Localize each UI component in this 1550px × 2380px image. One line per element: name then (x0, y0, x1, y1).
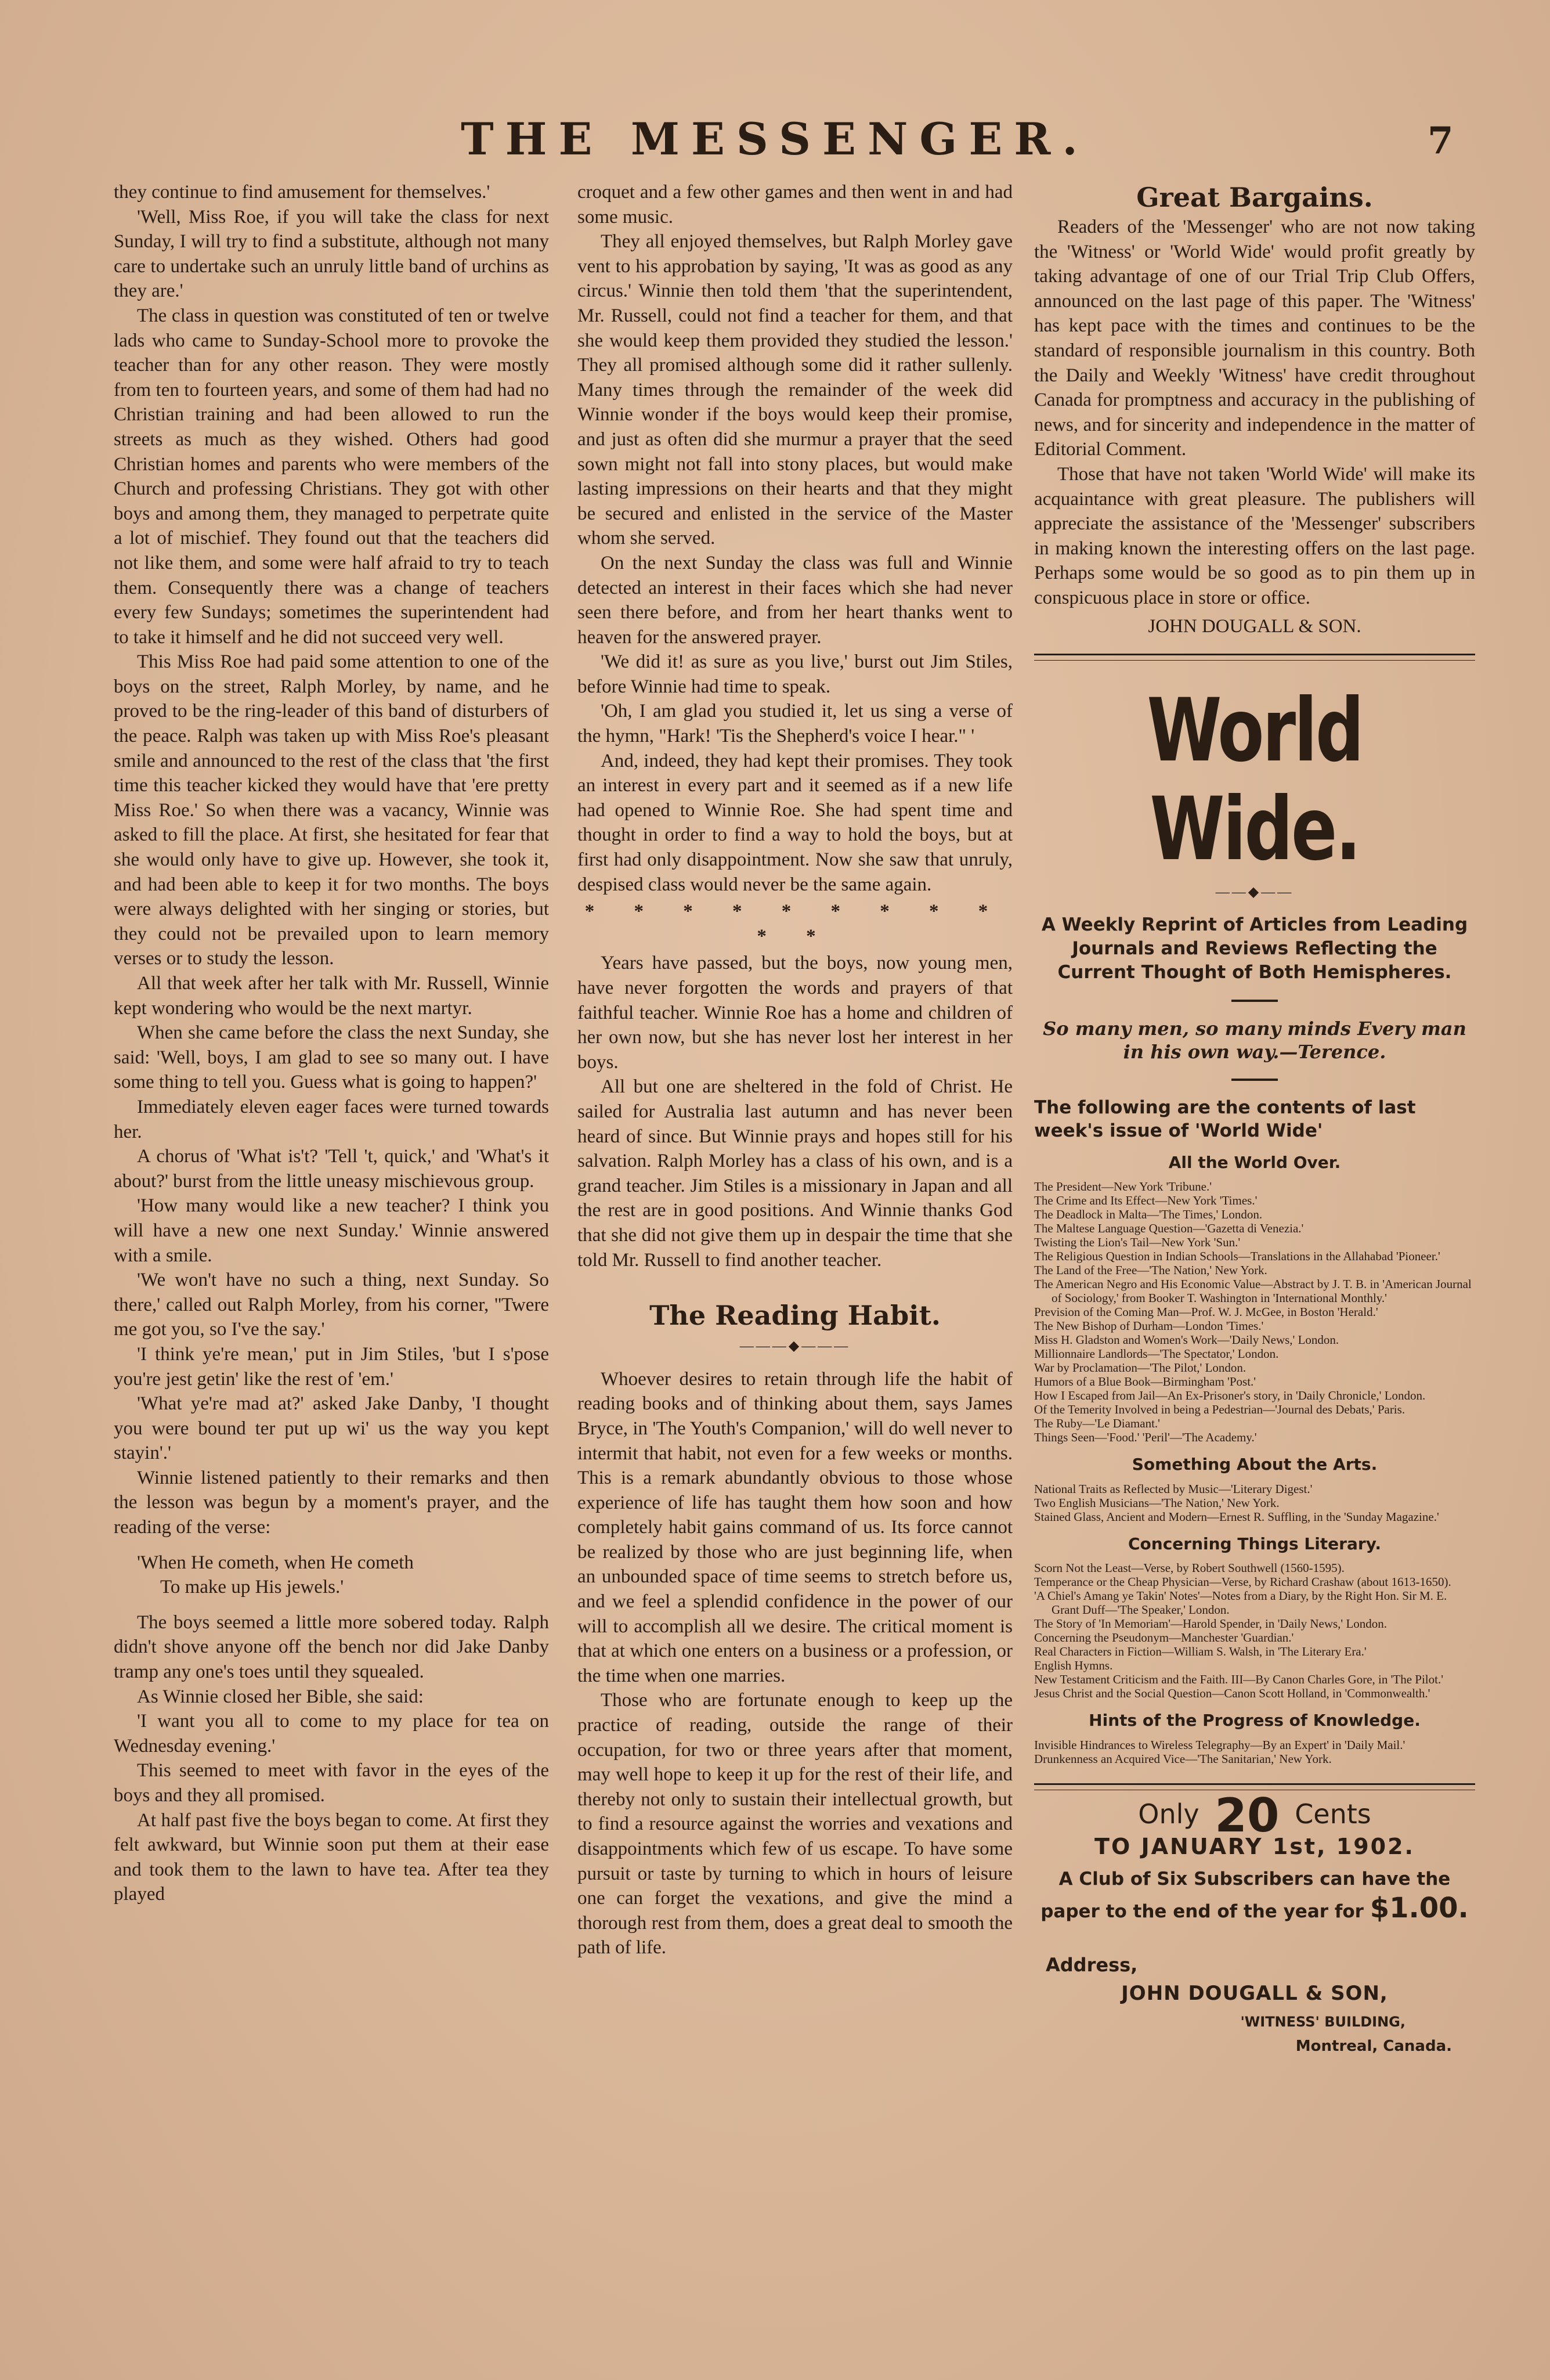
contents-item: Things Seen—'Food.' 'Peril'—'The Academy.' (1034, 1430, 1257, 1445)
contents-list (1034, 1738, 1475, 1766)
contents-item: War by Proclamation—'The Pilot,' London. (1034, 1361, 1246, 1375)
article-paragraph: Those who are fortunate enough to keep up the practice of reading, outside the range of their occupation, for two or three years after that moment, may well hope to keep it up for the rest of their life, and thereby not only to sustain their intellectual growth, but to find a resource against the worries and vexations and disappointments which few of us escape. To have some pursuit or taste by turning to which in hours of leisure one can forget the vexations, and give the mind a thorough rest from them, does a great deal to smooth the path of life. (577, 1690, 1013, 1959)
short-divider (1231, 1000, 1278, 1002)
contents-item: The Maltese Language Question—'Gazetta di Venezia.' (1034, 1221, 1304, 1236)
story-paragraph: 'What ye're mad at?' asked Jake Danby, 'I thought you were bound ter put up wi' us the way you kept stayin'.' (114, 1393, 549, 1464)
story-paragraph: And, indeed, they had kept their promises. They took an interest in every part and it seemed as if a new life had opened to Winnie Roe. She had spent time and thought in order to find a way to hold the boys, but at first had only disappointment. Now she saw that unruly, despised class would never be the same again. (577, 750, 1013, 895)
contents-section-heading: Concerning Things Literary. (1128, 1534, 1382, 1553)
contents-item: Of the Temerity Involved in being a Pedestrian—'Journal des Debats,' Paris. (1034, 1402, 1406, 1417)
contents-item: Humors of a Blue Book—Birmingham 'Post.' (1034, 1375, 1256, 1389)
story-paragraph: They all enjoyed themselves, but Ralph Morley gave vent to his approbation by saying, 'It was as good as any circus.' Winnie then told them 'that the superintendent, Mr. Russell, could not find a teacher for them, and that she would keep them provided they studied the lesson.' They all promised although some did it rather sullenly. Many times through the remainder of the week did Winnie wonder if the boys would keep their promise, and just as often did she murmur a prayer that the seed sown might not fall into stony places, but would make lasting impressions on their hearts and that they might be secured and enlisted in the service of the Master whom she served. (577, 231, 1013, 549)
contents-item: How I Escaped from Jail—An Ex-Prisoner's story, in 'Daily Chronicle,' London. (1034, 1389, 1426, 1403)
world-wide-title: World Wide. (1147, 680, 1363, 881)
bargains-signature: JOHN DOUGALL & SON. (1148, 615, 1361, 637)
publisher-building: 'WITNESS' BUILDING, (1240, 2013, 1406, 2030)
story-paragraph: 'Well, Miss Roe, if you will take the class for next Sunday, I will try to find a substitute, although not many care to undertake such an unruly little band of urchins as they are.' (114, 206, 549, 302)
story-paragraph: The boys seemed a little more sobered today. Ralph didn't shove anyone off the bench nor did Jake Danby tramp any one's toes until they squealed. (114, 1611, 549, 1683)
section-break-stars: * * * * * * * * * * * (584, 901, 1006, 947)
article-paragraph: Whoever desires to retain through life the habit of reading books and of thinking about them, says James Bryce, in 'The Youth's Companion,' will do well never to intermit that habit, not even for a few weeks or months. This is a remark abundantly obvious to those whose experience of life has taught them how soon and how completely habit gains command of us. Its force cannot be realized by those who are just beginning life, when an unbounded space of time seems to stretch before us, and we feel a splendid confidence in the power of our will to accomplish all we desire. The critical moment is that at which one enters on a business or a profession, or the time when one marries. (577, 1368, 1013, 1686)
contents-item: The Land of the Free—'The Nation,' New York. (1034, 1263, 1267, 1278)
contents-item: The Deadlock in Malta—'The Times,' London. (1034, 1207, 1263, 1222)
contents-item: Twisting the Lion's Tail—New York 'Sun.' (1034, 1235, 1241, 1250)
contents-item: The New Bishop of Durham—London 'Times.' (1034, 1319, 1264, 1333)
contents-item: Real Characters in Fiction—William S. Walsh, in 'The Literary Era.' (1034, 1645, 1367, 1659)
contents-item: 'A Chiel's Amang ye Takin' Notes'—Notes from a Diary, by the Right Hon. Sir M. E. Grant Duff—'The Speaker,' London. (1034, 1589, 1447, 1617)
contents-item: Temperance or the Cheap Physician—Verse, by Richard Crashaw (about 1613-1650). (1034, 1575, 1451, 1589)
contents-item: The Crime and Its Effect—New York 'Times.' (1034, 1193, 1258, 1208)
offer-cents: Cents (1295, 1798, 1371, 1830)
story-paragraph: Immediately eleven eager faces were turned towards her. (114, 1096, 549, 1142)
story-paragraph: On the next Sunday the class was full and Winnie detected an interest in their faces which she had never seen there before, and from her heart thanks went to heaven for the answered prayer. (577, 552, 1013, 648)
story-paragraph: All but one are sheltered in the fold of Christ. He sailed for Australia last autumn and has never been heard of since. But Winnie prays and hopes still for his salvation. Ralph Morley has a class of his own, and is a grand teacher. Jim Stiles is a missionary in Japan and all the rest are in good positions. And Winnie thanks God that she did not give them up in despair the time that she told Mr. Russell to find another teacher. (577, 1076, 1013, 1271)
publisher-name: JOHN DOUGALL & SON, (1121, 1982, 1388, 2006)
contents-item: The Religious Question in Indian Schools—Translations in the Allahabad 'Pioneer.' (1034, 1249, 1440, 1264)
contents-item: The Ruby—'Le Diamant.' (1034, 1416, 1160, 1431)
offer-club-price: $1.00. (1370, 1892, 1469, 1925)
story-paragraph: 'We did it! as sure as you live,' burst out Jim Stiles, before Winnie had time to speak. (577, 651, 1013, 697)
offer-only: Only (1138, 1798, 1199, 1830)
story-paragraph: As Winnie closed her Bible, she said: (137, 1686, 424, 1707)
title-ornament: ———◆——— (739, 1339, 851, 1354)
contents-item: Invisible Hindrances to Wireless Telegraphy—By an Expert' in 'Daily Mail.' (1034, 1738, 1406, 1752)
address-block (1034, 1953, 1475, 2058)
title-ornament: ——◆—— (1215, 885, 1294, 900)
masthead: THE MESSENGER. (461, 113, 1089, 165)
world-wide-quote: So many men, so many minds Every man in his own way.—Terence. (1043, 1017, 1466, 1063)
story-paragraph: This seemed to meet with favor in the eyes of the boys and they all promised. (114, 1760, 549, 1806)
contents-list (1034, 1561, 1475, 1700)
bargains-paragraph: Those that have not taken 'World Wide' will make its acquaintance with great pleasure. The publishers will appreciate the assistance of the 'Messenger' subscribers in making known the interesting offers on the last page. Perhaps some would be so good as to pin them up in conspicuous place in store or office. (1034, 463, 1475, 608)
story-paragraph: 'We won't have no such a thing, next Sunday. So there,' called out Ralph Morley, from his corner, ''Twere me got you, so I've the say.' (114, 1270, 549, 1340)
story-paragraph: 'I think ye're mean,' put in Jim Stiles, 'but I s'pose you're jest getin' like the rest of 'em.' (114, 1343, 549, 1390)
hymn-verse (137, 1550, 549, 1600)
story-paragraph: At half past five the boys began to come. At first they felt awkward, but Winnie soon put them at their ease and took them to the lawn to have tea. After tea they played (114, 1809, 549, 1905)
contents-list (1034, 1482, 1475, 1524)
reading-habit-title: The Reading Habit. (649, 1300, 941, 1332)
contents-section-heading: Hints of the Progress of Knowledge. (1089, 1711, 1421, 1730)
contents-list (1034, 1180, 1475, 1444)
publisher-city: Montreal, Canada. (1295, 2038, 1452, 2056)
contents-item: Scorn Not the Least—Verse, by Robert Southwell (1560-1595). (1034, 1561, 1345, 1575)
contents-item: Drunkenness an Acquired Vice—'The Sanitarian,' New York. (1034, 1752, 1332, 1766)
story-paragraph: This Miss Roe had paid some attention to one of the boys on the street, Ralph Morley, by name, and he proved to be the ring-leader of this band of disturbers of the peace. Ralph was taken up with Miss Roe's pleasant smile and announced to the rest of the class that 'the first time this teacher kicked they would have that 'ere pretty Miss Roe.' So when there was a vacancy, Winnie was asked to fill the place. At first, she hesitated for fear that she would only have to give up. However, she took it, and had been able to keep it for two months. The boys were always delighted with her singing or stories, but they could not be prevailed upon to learn memory verses or to study the lesson. (114, 651, 549, 969)
contents-item: National Traits as Reflected by Music—'Literary Digest.' (1034, 1481, 1313, 1496)
contents-item: Millionnaire Landlords—'The Spectator,' London. (1034, 1347, 1279, 1361)
contents-item: English Hymns. (1034, 1658, 1113, 1673)
great-bargains-title: Great Bargains. (1136, 182, 1373, 213)
offer-price-line (1034, 1788, 1475, 1843)
address-label: Address, (1046, 1954, 1138, 1977)
story-paragraph: Winnie listened patiently to their remarks and then the lesson was begun by a moment's prayer, and the reading of the verse: (114, 1467, 549, 1538)
story-paragraph: Years have passed, but the boys, now young men, have never forgotten the words and prayers of that faithful teacher. Winnie Roe has a home and children of her own now, but she has never lost her interest in her boys. (577, 953, 1013, 1073)
story-paragraph: 'I want you all to come to my place for tea on Wednesday evening.' (114, 1711, 549, 1757)
story-paragraph: croquet and a few other games and then went in and had some music. (577, 182, 1013, 228)
contents-item: Stained Glass, Ancient and Modern—Ernest R. Suffling, in the 'Sunday Magazine.' (1034, 1509, 1439, 1524)
contents-item: Two English Musicians—'The Nation,' New York. (1034, 1495, 1280, 1510)
verse-line: To make up His jewels.' (160, 1577, 344, 1598)
contents-item: The American Negro and His Economic Value—Abstract by J. T. B. in 'American Journal of Sociology,' from Booker T. Washington in 'International Monthly.' (1034, 1277, 1472, 1306)
contents-item: New Testament Criticism and the Faith. III—By Canon Charles Gore, in 'The Pilot.' (1034, 1672, 1444, 1687)
contents-item: Miss H. Gladston and Women's Work—'Daily News,' London. (1034, 1333, 1339, 1347)
contents-item: The President—New York 'Tribune.' (1034, 1180, 1212, 1194)
contents-item: Concerning the Pseudonym—Manchester 'Guardian.' (1034, 1631, 1294, 1645)
offer-club (1034, 1865, 1475, 1926)
contents-section-heading: Something About the Arts. (1132, 1455, 1378, 1474)
column-3 (1034, 180, 1475, 2059)
story-paragraph: When she came before the class the next Sunday, she said: 'Well, boys, I am glad to see so many out. I have some thing to tell you. Guess what is going to happen?' (114, 1022, 549, 1093)
contents-intro: The following are the contents of last week's issue of 'World Wide' (1034, 1097, 1416, 1141)
contents-item: Jesus Christ and the Social Question—Canon Scott Holland, in 'Commonwealth.' (1034, 1686, 1430, 1701)
short-divider (1231, 1079, 1278, 1081)
offer-date: TO JANUARY 1st, 1902. (1094, 1833, 1415, 1859)
page-number: 7 (1428, 119, 1454, 163)
section-divider (1034, 654, 1475, 661)
world-wide-subtitle: A Weekly Reprint of Articles from Leading Journals and Reviews Reflecting the Current Thought of Both Hemispheres. (1041, 914, 1468, 983)
story-paragraph: The class in question was constituted of ten or twelve lads who came to Sunday-School more to provoke the teacher than for any other reason. They were mostly from ten to fourteen years, and some of them had had no Christian training and had been allowed to run the streets as much as they wished. Others had good Christian homes and parents who were members of the Church and professing Christians. They got with other boys and among them, they managed to perpetrate quite a lot of mischief. They found out that the teachers did not like them, and some were half afraid to try to teach them. Consequently there was a change of teachers every few Sundays; sometimes the superintendent had to take it himself and he did not succeed very well. (114, 305, 549, 648)
column-2 (577, 180, 1013, 1960)
contents-section-heading: All the World Over. (1168, 1152, 1341, 1172)
story-paragraph: they continue to find amusement for themselves.' (114, 182, 490, 203)
verse-line: 'When He cometh, when He cometh (137, 1552, 414, 1573)
bargains-paragraph: Readers of the 'Messenger' who are not now taking the 'Witness' or 'World Wide' would profit greatly by taking advantage of one of our Trial Trip Club Offers, announced on the last page of this paper. The 'Witness' has kept pace with the times and continues to be the standard of responsible journalism in this country. Both the Daily and Weekly 'Witness' have credit throughout Canada for promptness and accuracy in the publishing of news, and for sincerity and independence in the matter of Editorial Comment. (1034, 217, 1475, 460)
contents-item: The Story of 'In Memoriam'—Harold Spender, in 'Daily News,' London. (1034, 1617, 1388, 1631)
story-paragraph: 'How many would like a new teacher? I think you will have a new one next Sunday.' Winnie answered with a smile. (114, 1195, 549, 1266)
contents-item: Prevision of the Coming Man—Prof. W. J. McGee, in Boston 'Herald.' (1034, 1305, 1378, 1319)
column-1 (114, 180, 549, 1907)
story-paragraph: All that week after her talk with Mr. Russell, Winnie kept wondering who would be the next martyr. (114, 973, 549, 1019)
story-paragraph: A chorus of 'What is't? 'Tell 't, quick,' and 'What's it about?' burst from the little uneasy mischievous group. (114, 1146, 549, 1192)
offer-price: 20 (1215, 1788, 1280, 1843)
story-paragraph: 'Oh, I am glad you studied it, let us sing a verse of the hymn, "Hark! 'Tis the Shepherd's voice I hear." ' (577, 701, 1013, 747)
offer-club-text: A Club of Six Subscribers can have the paper to the end of the year for (1040, 1869, 1451, 1923)
